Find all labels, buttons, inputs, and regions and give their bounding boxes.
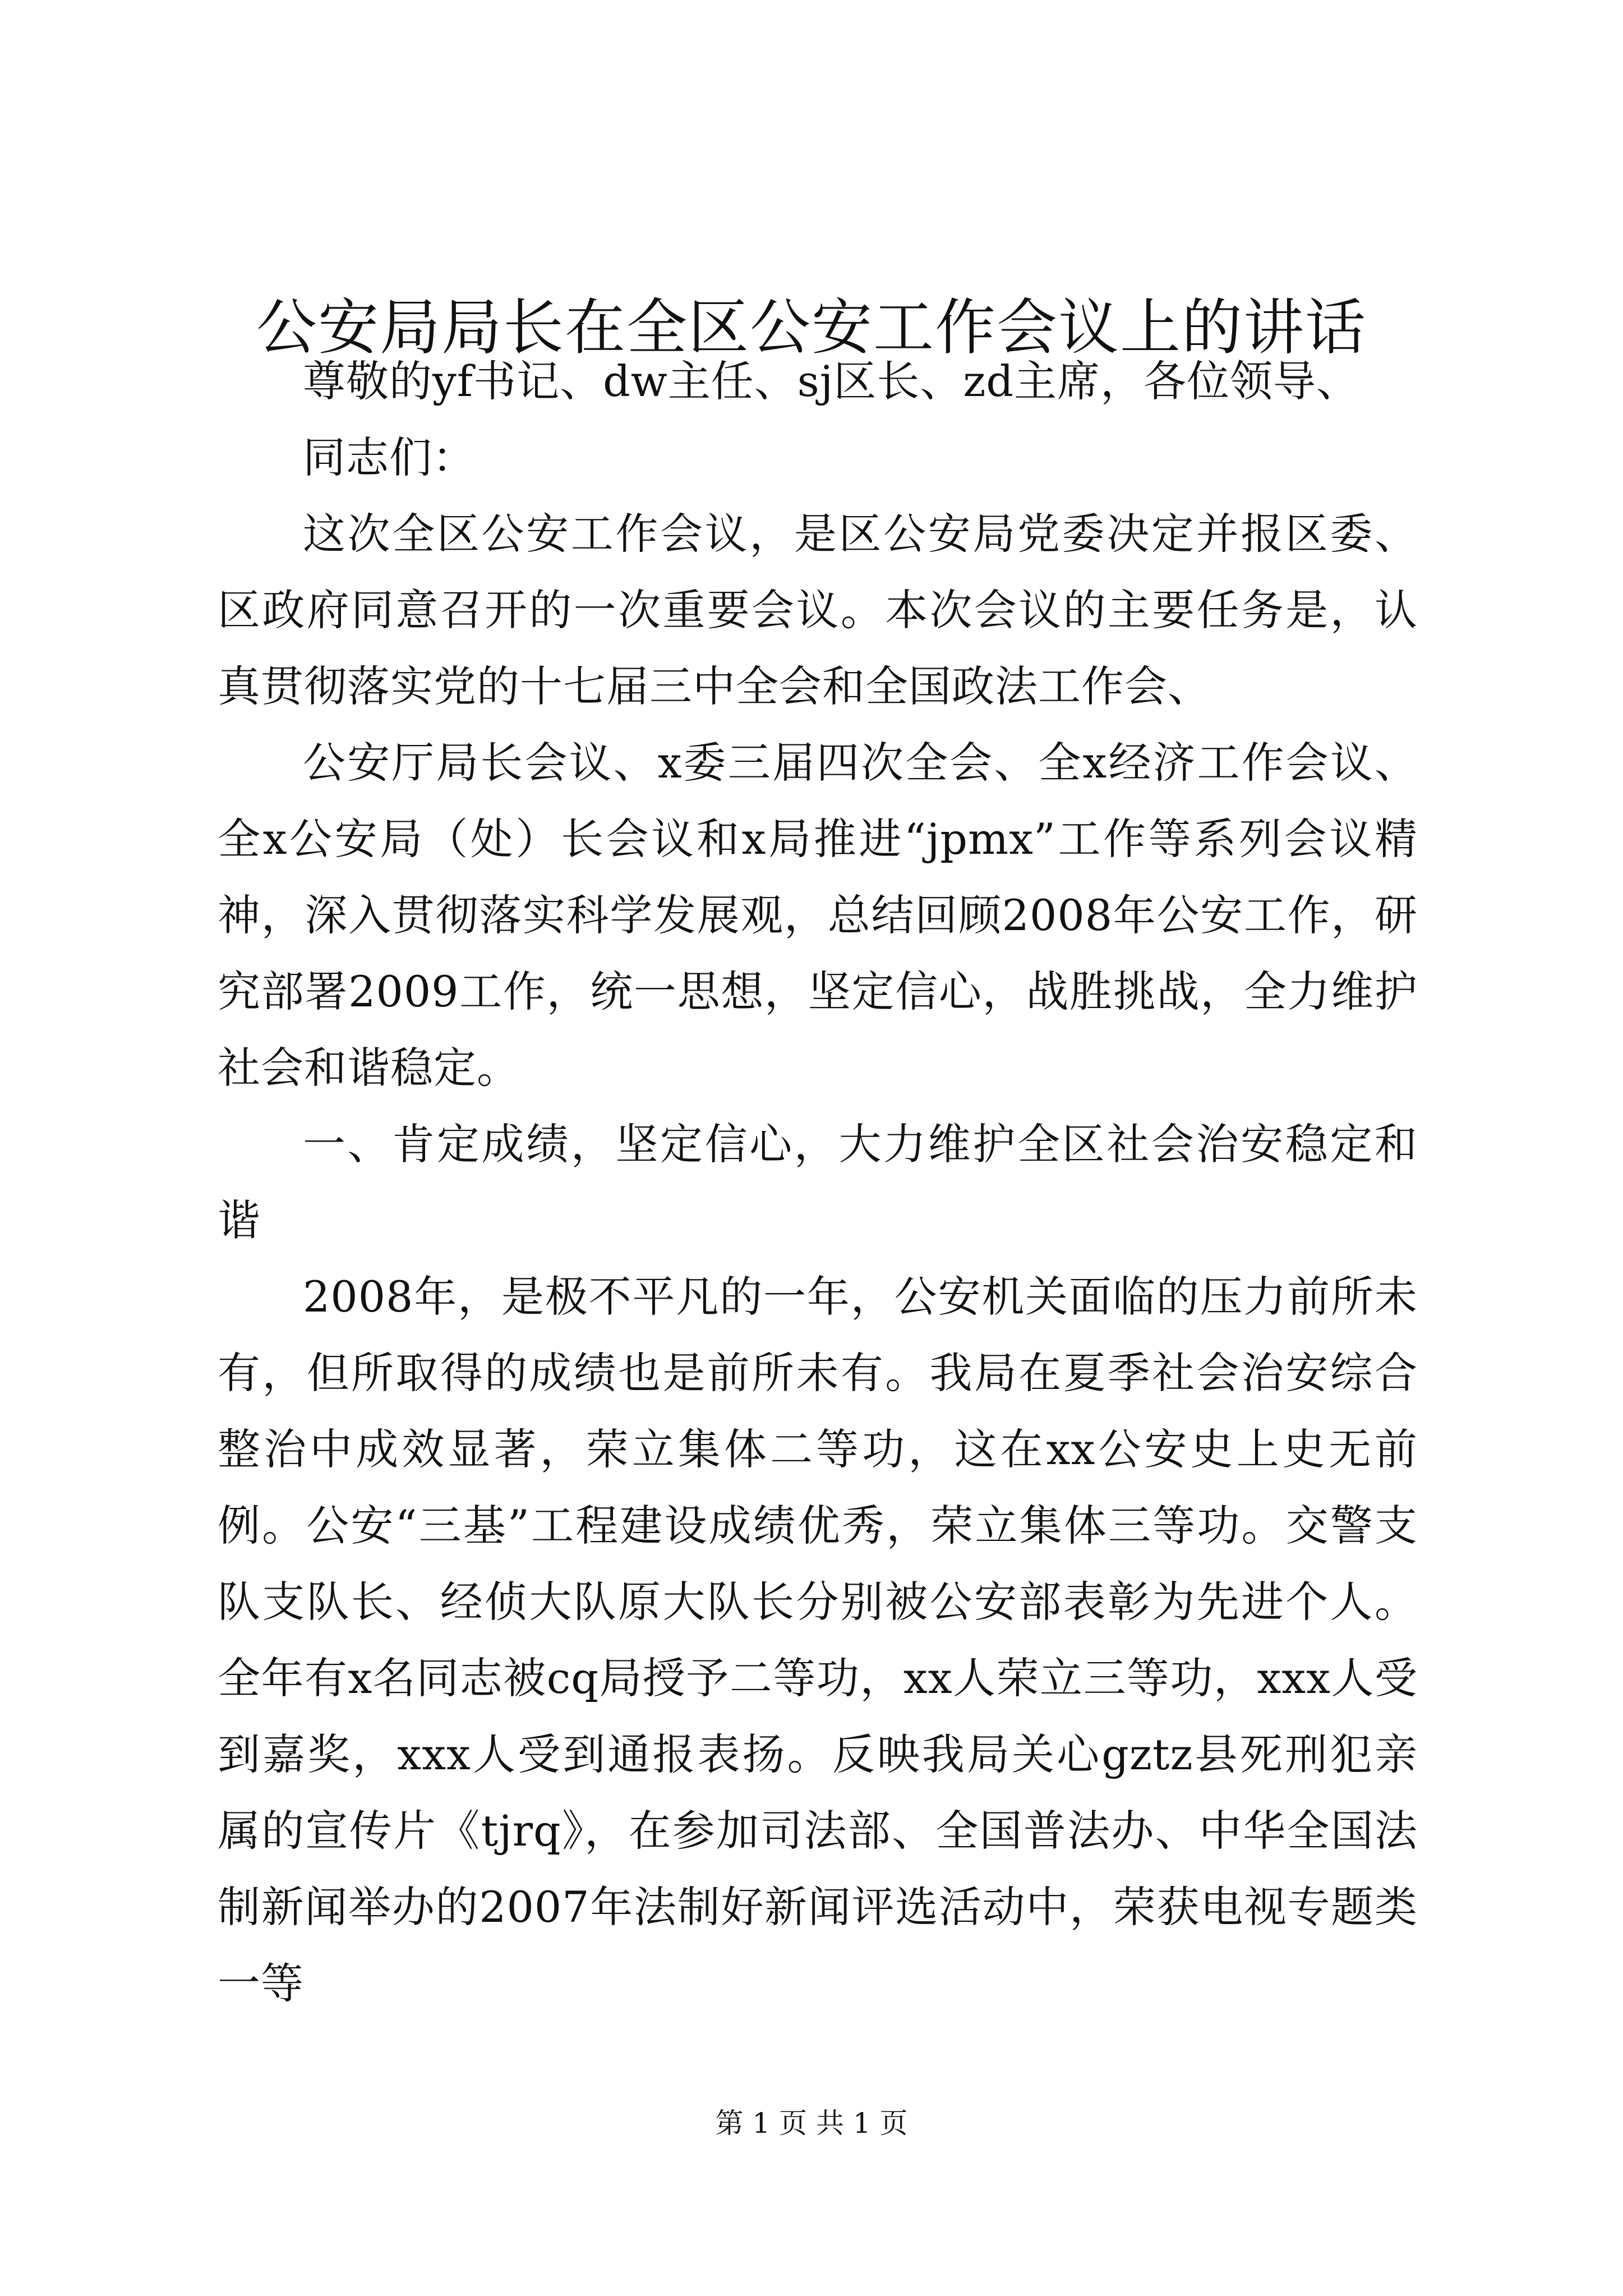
page-footer: 第 1 页 共 1 页: [715, 2107, 908, 2139]
salutation-comrades: 同志们：: [303, 432, 476, 482]
document-title: 公安局局长在全区公安工作会议上的讲话: [256, 293, 1367, 363]
salutation-line: 尊敬的yf书记、dw主任、sj区长、zd主席，各位领导、: [303, 356, 1360, 406]
paragraph-achievements: 2008年，是极不平凡的一年，公安机关面临的压力前所未有，但所取得的成绩也是前所未有。我局在夏季社会治安综合整治中成效显著，荣立集体二等功，这在xx公安史上史无前例。公安“三基”工程建设成绩优秀，荣立集体三等功。交警支队支队长、经侦大队原大队长分别被公安部表彰为先进个人。全年有x名同志被cq局授予二等功，xx人荣立三等功，xxx人受到嘉奖，xxx人受到通报表扬。反映我局关心gztz县死刑犯亲属的宣传片《tjrq》，在参加司法部、全国普法办、中华全国法制新闻举办的2007年法制好新闻评选活动中，荣获电视专题类一等: [218, 1272, 1418, 2008]
paragraph-meetings: 公安厅局长会议、x委三届四次全会、全x经济工作会议、全x公安局（处）长会议和x局推进“jpmx”工作等系列会议精神，深入贯彻落实科学发展观，总结回顾2008年公安工作，研究部署2009工作，统一思想，坚定信心，战胜挑战，全力维护社会和谐稳定。: [218, 738, 1418, 1093]
paragraph-intro: 这次全区公安工作会议，是区公安局党委决定并报区委、区政府同意召开的一次重要会议。本次会议的主要任务是，认真贯彻落实党的十七届三中全会和全国政法工作会、: [218, 509, 1418, 711]
section-heading-one: 一、肯定成绩，坚定信心，大力维护全区社会治安稳定和谐: [218, 1119, 1418, 1245]
document-body: [218, 343, 1418, 2022]
